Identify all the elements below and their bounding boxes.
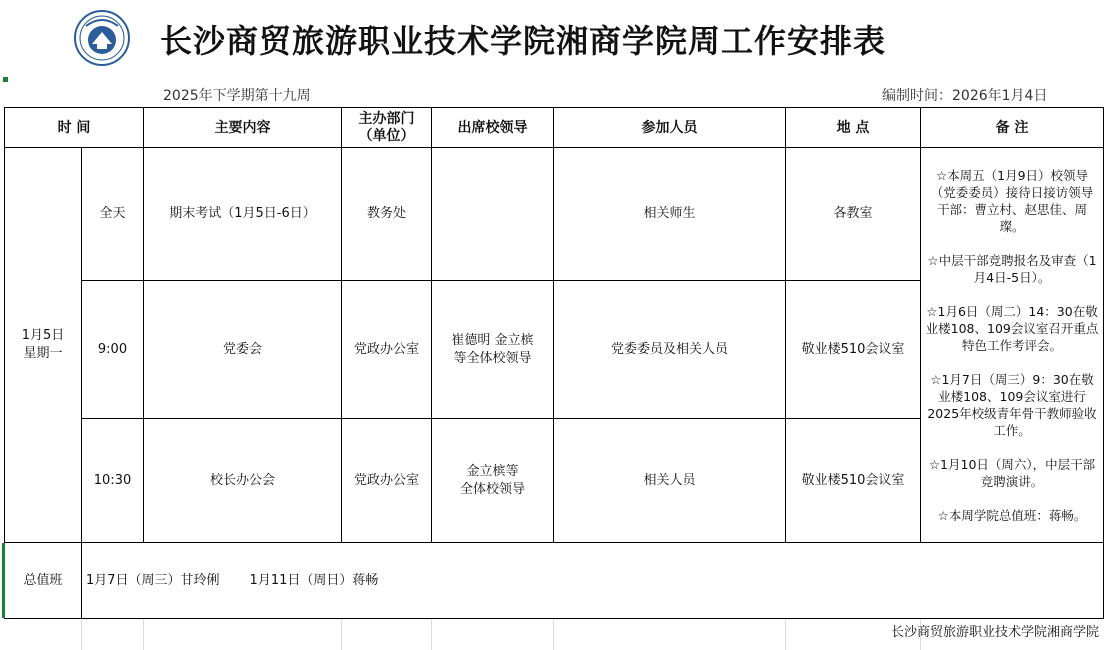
school-logo: [74, 10, 130, 66]
table-row: [5, 148, 1104, 281]
duty-entries: [82, 543, 1104, 619]
duty-entry: 1月7日（周三）甘玲俐: [86, 572, 220, 588]
row-participants: 相关师生: [554, 148, 786, 281]
note-item: ☆1月7日（周三）9：30在敬业楼108、109会议室进行2025年校级青年骨干教师验收工作。: [927, 371, 1097, 438]
selection-marker: [2, 543, 5, 618]
row-content: 党委会: [144, 281, 342, 419]
row-leader: [432, 148, 554, 281]
row-dept: 党政办公室: [342, 281, 432, 419]
row-leader-line1: 金立槟等: [466, 463, 519, 479]
note-item: ☆本周五（1月9日）校领导（党委委员）接待日接访领导干部：曹立村、赵思佳、周璨。: [930, 167, 1094, 234]
row-content: 期末考试（1月5日-6日）: [144, 148, 342, 281]
row-leader-line1: 崔德明 金立槟: [451, 332, 534, 348]
day-cell: [5, 148, 82, 543]
row-location: 敬业楼510会议室: [786, 281, 921, 419]
row-time: 10:30: [82, 419, 144, 543]
row-location: 敬业楼510会议室: [786, 419, 921, 543]
col-dept-line2: （单位）: [358, 127, 415, 144]
header-row: [5, 108, 1104, 148]
note-item: ☆1月6日（周二）14：30在敬业楼108、109会议室召开重点特色工作考评会。: [925, 303, 1099, 353]
row-leader: [432, 281, 554, 419]
duty-entry: 1月11日（周日）蒋畅: [249, 572, 379, 588]
col-time: 时 间: [5, 108, 144, 148]
row-dept: 党政办公室: [342, 419, 432, 543]
schedule-table: [4, 107, 1104, 619]
gridline: [81, 619, 82, 650]
gridline: [553, 619, 554, 650]
gridline: [341, 619, 342, 650]
row-time: 9:00: [82, 281, 144, 419]
col-participants: 参加人员: [554, 108, 786, 148]
compiled-date: 编制时间：2026年1月4日: [882, 88, 1048, 104]
gridline: [143, 619, 144, 650]
duty-row: [5, 543, 1104, 619]
row-leader: [432, 419, 554, 543]
day-weekday: 星期一: [23, 346, 63, 361]
page-title: 长沙商贸旅游职业技术学院湘商学院周工作安排表: [160, 22, 887, 60]
col-dept: [342, 108, 432, 148]
cell-marker: [3, 77, 8, 82]
note-item: ☆本周学院总值班：蒋畅。: [937, 507, 1087, 523]
row-leader-line2: 等全体校领导: [453, 350, 532, 366]
col-content: 主要内容: [144, 108, 342, 148]
duty-label: 总值班: [5, 543, 82, 619]
row-dept: 教务处: [342, 148, 432, 281]
row-content: 校长办公会: [144, 419, 342, 543]
col-dept-line1: 主办部门: [358, 110, 415, 127]
col-notes: 备 注: [921, 108, 1104, 148]
note-item: ☆中层干部竞聘报名及审查（1月4日-5日）。: [927, 252, 1097, 285]
footer-org: 长沙商贸旅游职业技术学院湘商学院: [890, 625, 1099, 640]
row-leader-line2: 全体校领导: [459, 481, 525, 497]
col-location: 地 点: [786, 108, 921, 148]
gridline: [431, 619, 432, 650]
notes-cell: [921, 148, 1104, 543]
row-time: 全天: [82, 148, 144, 281]
day-date: 1月5日: [21, 328, 65, 343]
row-participants: 党委委员及相关人员: [554, 281, 786, 419]
note-item: ☆1月10日（周六），中层干部竞聘演讲。: [928, 456, 1096, 489]
week-label: 2025年下学期第十九周: [163, 88, 311, 104]
col-leader: 出席校领导: [432, 108, 554, 148]
gridline: [785, 619, 786, 650]
row-participants: 相关人员: [554, 419, 786, 543]
row-location: 各教室: [786, 148, 921, 281]
